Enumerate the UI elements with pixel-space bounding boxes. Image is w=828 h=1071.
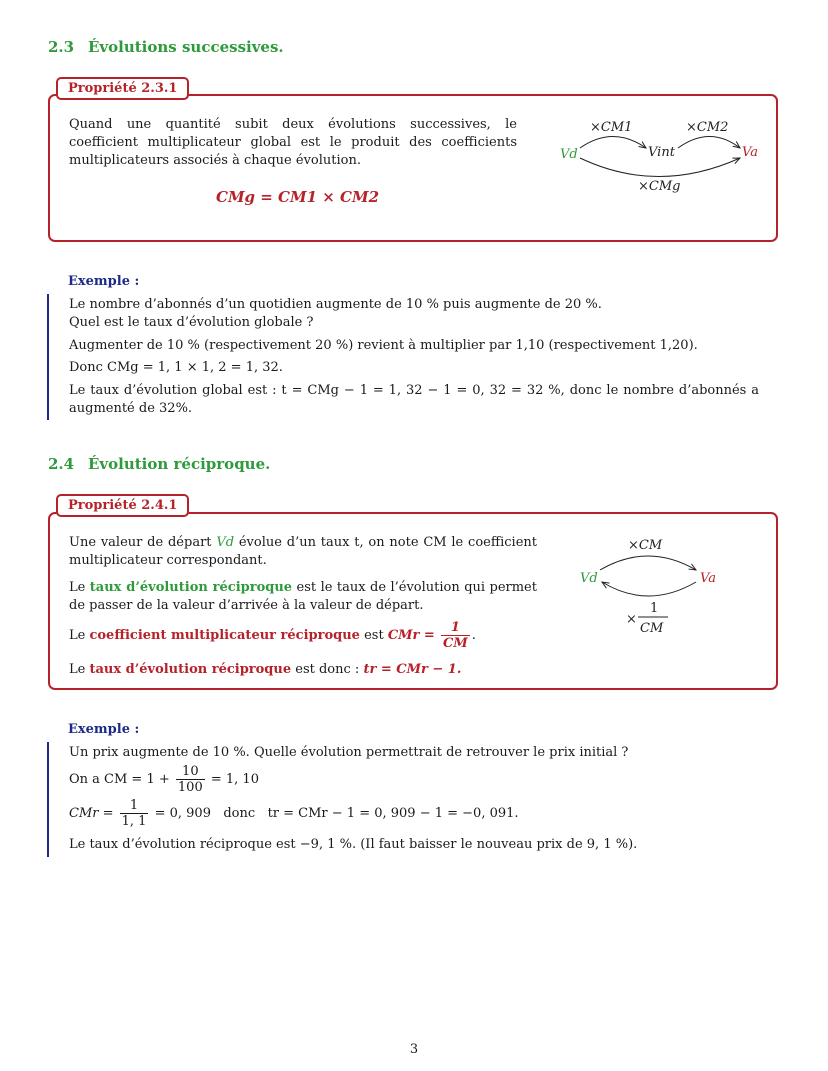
- section-heading: Évolution réciproque.: [88, 455, 271, 473]
- fraction-10-over-100: [176, 764, 205, 795]
- example-line: Augmenter de 10 % (respectivement 20 %) revient à multiplier par 1,10 (respectivement 1,20).: [69, 338, 698, 353]
- text-run: Le: [69, 580, 86, 595]
- text-run: Le: [69, 662, 86, 677]
- fraction-denominator: CM: [442, 636, 468, 651]
- text-run: est: [364, 628, 384, 643]
- times-sign: ×: [626, 612, 637, 627]
- fraction-numerator: 1: [120, 798, 149, 814]
- va-label: Va: [700, 571, 716, 586]
- property-line-3: Le coefficient multiplicateur réciproque est CMr = $\frac{1}{CM}$ .: [69, 620, 476, 651]
- global-coefficient-formula: CMg = CM1 × CM2: [216, 188, 380, 206]
- property-tab-2-4-1: Propriété 2.4.1: [56, 494, 189, 517]
- text-run: Une valeur de départ: [69, 535, 212, 550]
- text-run: Le: [69, 628, 86, 643]
- text-run: est le taux de l’évolution qui permet de passer de la valeur d’arrivée à la valeur de départ.: [69, 580, 537, 613]
- reciprocal-rate-term: taux d’évolution réciproque: [89, 662, 292, 677]
- vd-label: Vd: [560, 147, 578, 162]
- arrow-inverse: [602, 582, 696, 596]
- property-line-2: [69, 579, 537, 615]
- formula-tr: tr = CMr − 1.: [363, 662, 462, 677]
- reciprocal-rate-term: taux d’évolution réciproque: [89, 580, 293, 595]
- example-title: Exemple :: [68, 722, 140, 737]
- arrow-cmg: [580, 158, 740, 177]
- text-run: évolue d’un taux t, on note CM le coefficient multiplicateur correspondant.: [69, 535, 537, 568]
- inverse-numerator: 1: [650, 601, 659, 616]
- section-title-2-4: [48, 455, 270, 473]
- example-line: Un prix augmente de 10 %. Quelle évolution permettrait de retrouver le prix initial ?: [69, 745, 629, 760]
- arrow-cm2: [678, 137, 740, 149]
- text-run: est donc :: [295, 662, 360, 677]
- fraction-denominator: 100: [177, 780, 203, 795]
- example-title: Exemple :: [68, 274, 140, 289]
- page-number: 3: [409, 1042, 419, 1057]
- inverse-denominator: CM: [640, 621, 664, 636]
- fraction-numerator: 10: [176, 764, 205, 780]
- arrow-cm1: [580, 137, 646, 149]
- fraction-1-over-1-1: [120, 798, 149, 829]
- reciprocal-coefficient-term: coefficient multiplicateur réciproque: [89, 628, 360, 643]
- example-line: Le taux d’évolution réciproque est −9, 1 %. (Il faut baisser le nouveau prix de 9, 1 %).: [69, 837, 638, 852]
- property-line-1: [69, 534, 537, 570]
- text-run: On a CM = 1 +: [69, 772, 170, 787]
- example-line: [69, 797, 769, 831]
- fraction-numerator: 1: [441, 620, 470, 636]
- vd-term: Vd: [216, 535, 235, 550]
- fraction-one-over-cm: [441, 620, 470, 651]
- section-number: 2.3: [48, 38, 75, 56]
- vint-label: Vint: [648, 145, 675, 160]
- example-line: Quel est le taux d’évolution globale ?: [69, 315, 314, 330]
- text-run: CMr =: [69, 806, 114, 821]
- formula-cmr: CMr =: [387, 628, 435, 643]
- fraction-denominator: 1, 1: [121, 814, 147, 829]
- property-statement: Quand une quantité subit deux évolutions successives, le coefficient multiplicateur global est le produit des coefficients multiplicateurs associés à chaque évolution.: [69, 117, 517, 168]
- cm-label: ×CM: [628, 538, 663, 553]
- example-line: Le nombre d’abonnés d’un quotidien augmente de 10 % puis augmente de 20 %.: [69, 297, 602, 312]
- cm1-label: ×CM1: [590, 120, 633, 135]
- cmg-label: ×CMg: [638, 179, 681, 194]
- reciprocal-evolution-diagram: [570, 532, 730, 642]
- vd-label: Vd: [580, 571, 598, 586]
- example-line: [69, 763, 769, 797]
- successive-evolutions-diagram: [548, 110, 778, 200]
- example-line: Le taux d’évolution global est : t = CMg − 1 = 1, 32 − 1 = 0, 32 = 32 %, donc le nombre d’abonnés a augmenté de 32%.: [69, 383, 759, 416]
- example-bar: [47, 742, 49, 857]
- property-line-4: [69, 661, 549, 679]
- arrow-cm: [600, 556, 696, 570]
- property-tab-2-3-1: Propriété 2.3.1: [56, 77, 189, 100]
- section-title-2-3: [48, 38, 284, 56]
- section-heading: Évolutions successives.: [88, 38, 284, 56]
- section-number: 2.4: [48, 455, 75, 473]
- example-bar: [47, 294, 49, 420]
- example-line: Donc CMg = 1, 1 × 1, 2 = 1, 32.: [69, 360, 283, 375]
- text-run: = 1, 10: [210, 772, 259, 787]
- text-run: = 0, 909 donc tr = CMr − 1 = 0, 909 − 1 = −0, 091.: [154, 806, 519, 821]
- va-label: Va: [742, 145, 758, 160]
- cm2-label: ×CM2: [686, 120, 729, 135]
